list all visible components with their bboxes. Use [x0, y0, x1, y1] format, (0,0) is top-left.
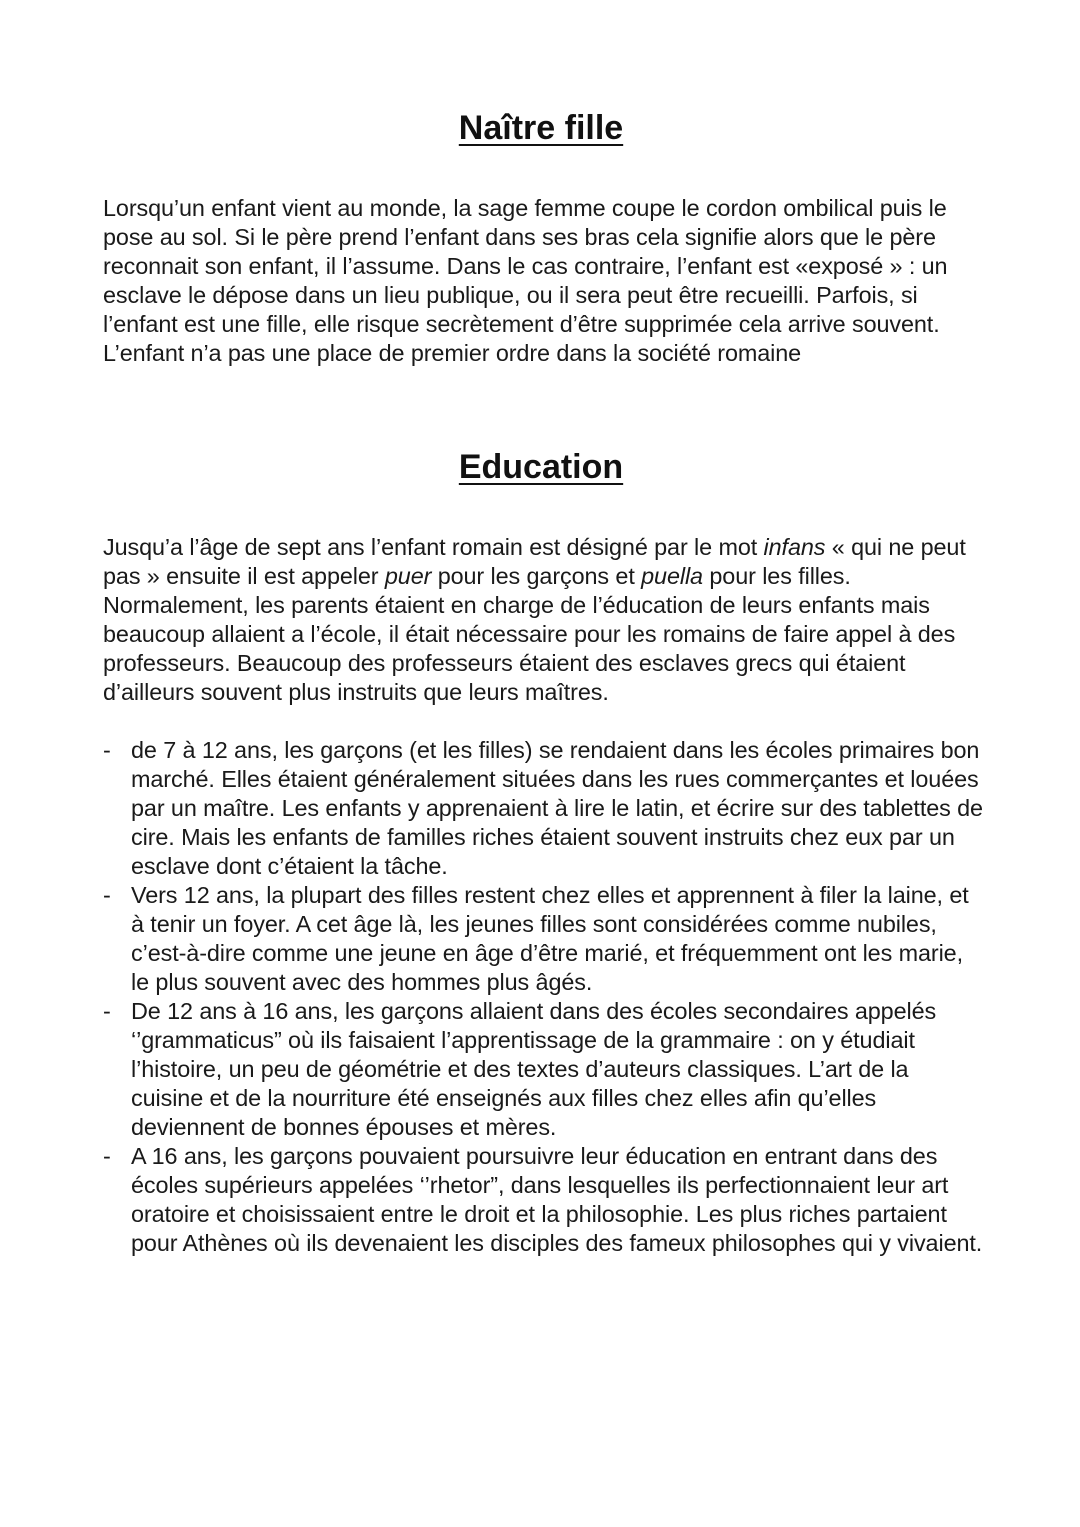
latin-term-infans: infans	[763, 534, 826, 560]
latin-term-puer: puer	[384, 563, 432, 589]
education-stages-list	[103, 736, 983, 1258]
list-item	[103, 1142, 983, 1258]
dash-bullet-icon: -	[103, 882, 111, 908]
paragraph-education	[103, 533, 983, 707]
paragraph-text: « qui ne peut pas » ensuite il est appeler	[103, 534, 966, 589]
list-item	[103, 881, 983, 997]
dash-bullet-icon: -	[103, 998, 111, 1024]
list-item	[103, 997, 983, 1142]
list-item-text: De 12 ans à 16 ans, les garçons allaient dans des écoles secondaires appelés ‘’grammaticus” où ils faisaient l’apprentissage de la grammaire : on y étudiait l’histoire, un peu de géométrie et des textes d’auteurs classiques. L’art de la cuisine et de la nourriture été enseignés aux filles chez elles afin qu’elles deviennent de bonnes épouses et mères.	[131, 998, 937, 1140]
dash-bullet-icon: -	[103, 737, 111, 763]
list-item-text: de 7 à 12 ans, les garçons (et les filles) se rendaient dans les écoles primaires bon marché. Elles étaient généralement situées dans les rues commerçantes et louées par un maître. Les enfants y apprenaient à lire le latin, et écrire sur des tablettes de cire. Mais les enfants de familles riches étaient souvent instruits chez eux par un esclave dont c’étaient la tâche.	[131, 737, 983, 879]
section-title-education: Education	[458, 448, 624, 486]
paragraph-text: Jusqu’a l’âge de sept ans l’enfant romain est désigné par le mot	[103, 534, 764, 560]
dash-bullet-icon: -	[103, 1143, 111, 1169]
paragraph-text: pour les garçons et	[431, 563, 642, 589]
list-item-text: Vers 12 ans, la plupart des filles restent chez elles et apprennent à filer la laine, et à tenir un foyer. A cet âge là, les jeunes filles sont considérées comme nubiles, c’est-à-dire comme une jeune en âge d’être marié, et fréquemment ont les marie, le plus souvent avec des hommes plus âgés.	[131, 882, 969, 995]
paragraph-naitre-fille: Lorsqu’un enfant vient au monde, la sage femme coupe le cordon ombilical puis le pose au sol. Si le père prend l’enfant dans ses bras cela signifie alors que le père reconnait son enfant, il l’assume. Dans le cas contraire, l’enfant est «exposé » : un esclave le dépose dans un lieu publique, ou il sera peut être recueilli. Parfois, si l’enfant est une fille, elle risque secrètement d’être supprimée cela arrive souvent. L’enfant n’a pas une place de premier ordre dans la société romaine	[103, 195, 948, 366]
list-item	[103, 736, 983, 881]
section-title-naitre-fille: Naître fille	[458, 109, 624, 147]
paragraph-text: pour les filles. Normalement, les parents étaient en charge de l’éducation de leurs enfants mais beaucoup allaient a l’école, il était nécessaire pour les romains de faire appel à des professeurs. Beaucoup des professeurs étaient des esclaves grecs qui étaient d’ailleurs souvent plus instruits que leurs maîtres.	[103, 563, 956, 705]
latin-term-puella: puella	[641, 563, 703, 589]
list-item-text: A 16 ans, les garçons pouvaient poursuivre leur éducation en entrant dans des écoles supérieurs appelées ‘’rhetor”, dans lesquelles ils perfectionnaient leur art oratoire et choisissaient entre le droit et la philosophie. Les plus riches partaient pour Athènes où ils devenaient les disciples des fameux philosophes qui y vivaient.	[131, 1143, 983, 1256]
